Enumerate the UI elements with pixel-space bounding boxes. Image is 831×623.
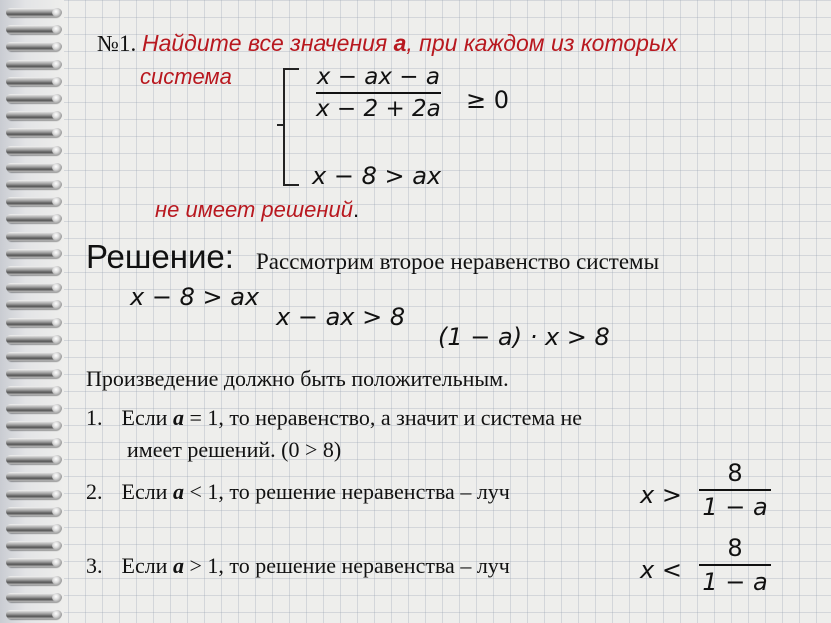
spiral-ring — [6, 197, 60, 206]
case-3-numerator: 8 — [727, 534, 743, 562]
spiral-ring — [6, 283, 60, 292]
spiral-ring — [6, 128, 60, 137]
spiral-ring — [6, 404, 60, 413]
spiral-ring — [6, 94, 60, 103]
solution-step-1: x − 8 > ax — [130, 283, 260, 311]
spiral-ring — [6, 77, 60, 86]
spiral-ring — [6, 146, 60, 155]
fraction-bar — [699, 489, 771, 491]
case-3: 3. Если а > 1, то решение неравенства – луч — [86, 553, 510, 578]
task-number: №1. — [97, 31, 137, 56]
spiral-ring — [6, 438, 60, 447]
task-text-sistema: система — [140, 64, 232, 89]
case-1: 1. Если а = 1, то неравенство, а значит и система не — [86, 405, 583, 430]
system-brace — [283, 68, 299, 186]
inequality-1-relation: ≥ 0 — [466, 86, 510, 114]
spiral-ring — [6, 576, 60, 585]
task-text-line1: Найдите все значения а, при каждом из которых — [141, 30, 678, 56]
spiral-ring — [6, 507, 60, 516]
spiral-ring — [6, 472, 60, 481]
case-1-continuation: имеет решений. (0 > 8) — [127, 437, 342, 462]
solution-heading: Решение: — [86, 238, 234, 275]
task-text-no-solutions: не имеет решений. — [155, 197, 360, 222]
case-2-numerator: 8 — [727, 459, 743, 487]
case-1-number: 1. — [86, 405, 103, 430]
spiral-ring — [6, 214, 60, 223]
spiral-ring — [6, 335, 60, 344]
spiral-ring — [6, 490, 60, 499]
solution-step-2: x − ax > 8 — [276, 303, 406, 331]
case-3-denominator: 1 − a — [702, 568, 768, 596]
system-brace-tip — [277, 124, 285, 126]
spiral-ring — [6, 352, 60, 361]
case-2-answer-lhs: x > — [640, 481, 682, 509]
spiral-ring — [6, 524, 60, 533]
case-2-answer-fraction — [699, 459, 771, 521]
case-2-denominator: 1 − a — [702, 493, 768, 521]
fraction-bar — [316, 92, 441, 94]
inequality-2: x − 8 > ax — [312, 162, 442, 190]
spiral-ring — [6, 180, 60, 189]
spiral-ring — [6, 42, 60, 51]
notebook-spiral-binding — [0, 0, 64, 623]
product-note: Произведение должно быть положительным. — [86, 366, 509, 391]
inequality-1-denominator: x − 2 + 2a — [316, 96, 441, 122]
spiral-ring — [6, 455, 60, 464]
case-1-variable: а — [172, 405, 184, 430]
spiral-ring — [6, 610, 60, 619]
spiral-ring — [6, 593, 60, 602]
case-3-answer-fraction — [699, 534, 771, 596]
solution-intro: Рассмотрим второе неравенство системы — [256, 249, 660, 274]
inequality-1-fraction — [316, 64, 441, 122]
case-2-variable: а — [172, 479, 184, 504]
spiral-ring — [6, 249, 60, 258]
spiral-ring — [6, 25, 60, 34]
spiral-ring — [6, 266, 60, 275]
case-2: 2. Если а < 1, то решение неравенства – луч — [86, 479, 510, 504]
parameter-a: а — [393, 30, 407, 56]
task-statement — [97, 30, 677, 57]
case-3-number: 3. — [86, 553, 103, 578]
inequality-1-numerator: x − ax − a — [316, 64, 440, 90]
spiral-ring — [6, 300, 60, 309]
spiral-ring — [6, 318, 60, 327]
spiral-ring — [6, 541, 60, 550]
case-3-answer-lhs: x < — [640, 556, 682, 584]
spiral-ring — [6, 421, 60, 430]
fraction-bar — [699, 564, 771, 566]
spiral-ring — [6, 369, 60, 378]
spiral-ring — [6, 163, 60, 172]
spiral-ring — [6, 558, 60, 567]
spiral-ring — [6, 111, 60, 120]
spiral-ring — [6, 8, 60, 17]
case-2-number: 2. — [86, 479, 103, 504]
solution-step-3: (1 − a) · x > 8 — [438, 323, 610, 351]
case-3-variable: а — [172, 553, 184, 578]
spiral-ring — [6, 60, 60, 69]
spiral-ring — [6, 386, 60, 395]
spiral-ring — [6, 232, 60, 241]
